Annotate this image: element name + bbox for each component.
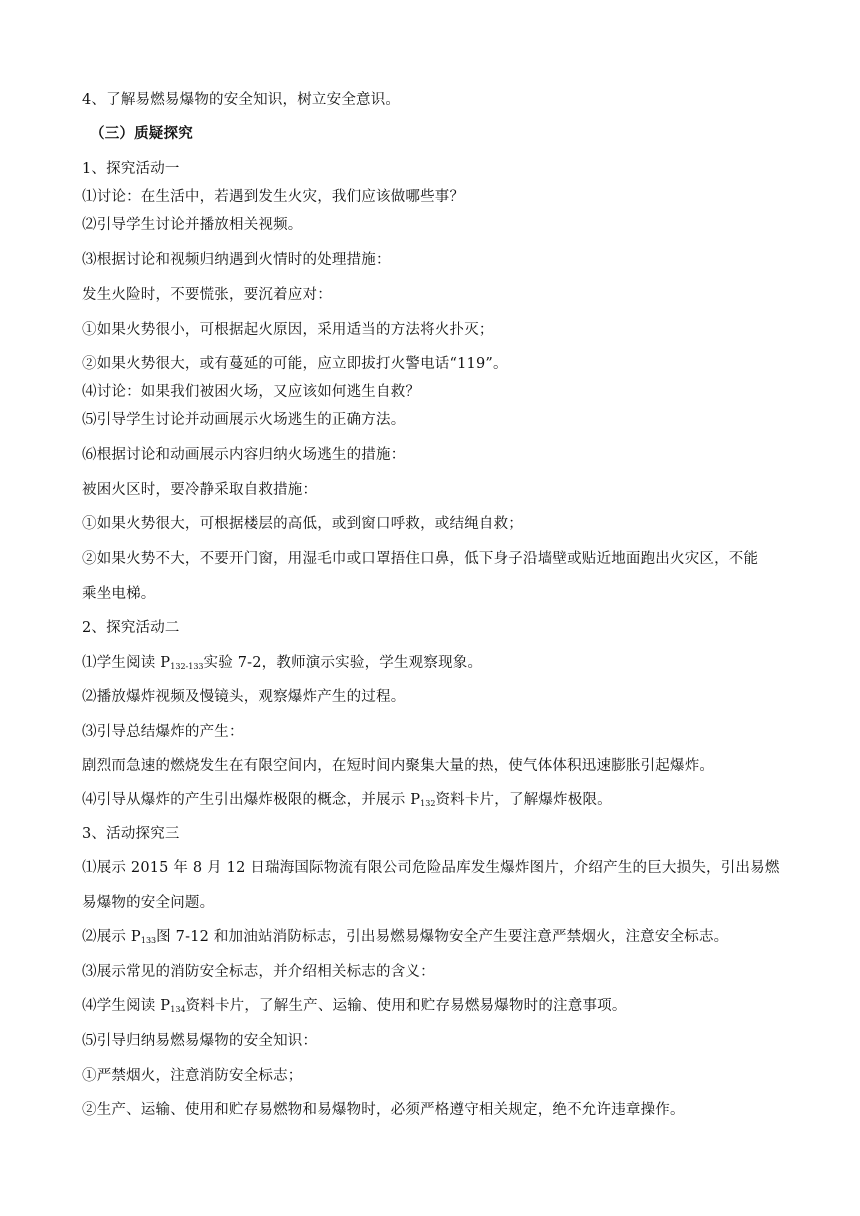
paragraph-line: ①如果火势很小，可根据起火原因，采用适当的方法将火扑灭；: [82, 322, 494, 338]
paragraph-line: ⑸引导学生讨论并动画展示火场逃生的正确方法。: [82, 412, 406, 428]
paragraph-line: 被困火区时，要冷静采取自救措施：: [82, 482, 318, 498]
activity-title: 2、探究活动二: [82, 620, 180, 636]
paragraph-line: ⑴学生阅读 $P_{132-133}$实验 7-2，教师演示实验，学生观察现象。: [82, 655, 483, 671]
paragraph-line: 乘坐电梯。: [82, 586, 156, 602]
paragraph-line: ⑷引导从爆炸的产生引出爆炸极限的概念，并展示 $P_{132}$资料卡片，了解爆炸极限。: [82, 792, 612, 808]
paragraph-line: ⑴讨论：在生活中，若遇到发生火灾，我们应该做哪些事？: [82, 189, 465, 205]
paragraph-line: ⑵展示 $P_{133}$图 7-12 和加油站消防标志，引出易燃易爆物安全产生要注意严禁烟火，注意安全标志。: [82, 929, 729, 945]
page-ref-subscript: 134: [170, 1005, 186, 1014]
paragraph-line: ⑶展示常见的消防安全标志，并介绍相关标志的含义：: [82, 964, 435, 980]
page-ref-subscript: 132: [420, 799, 436, 808]
paragraph-line: ⑶根据讨论和视频归纳遇到火情时的处理措施：: [82, 252, 391, 268]
paragraph-line: ⑵引导学生讨论并播放相关视频。: [82, 217, 303, 233]
paragraph-line: ②如果火势不大，不要开门窗，用湿毛巾或口罩捂住口鼻，低下身子沿墙壁或贴近地面跑出火灾区，不能: [82, 551, 759, 567]
paragraph-line: ⑸引导归纳易燃易爆物的安全知识：: [82, 1033, 318, 1049]
page-ref-subscript: 132-133: [170, 662, 204, 671]
activity-title: 3、活动探究三: [82, 826, 180, 842]
paragraph-line: ⑵播放爆炸视频及慢镜头，观察爆炸产生的过程。: [82, 689, 406, 705]
paragraph-line: ①如果火势很大，可根据楼层的高低，或到窗口呼救，或结绳自救；: [82, 516, 523, 532]
activity-title: 1、探究活动一: [82, 161, 180, 177]
paragraph-line: ②如果火势很大，或有蔓延的可能，应立即拔打火警电话“119”。: [82, 356, 508, 372]
objective-line: 4、了解易燃易爆物的安全知识，树立安全意识。: [82, 92, 401, 108]
paragraph-line: 易爆物的安全问题。: [82, 895, 215, 911]
section-heading: （三）质疑探究: [90, 125, 193, 142]
paragraph-line: ⑷学生阅读 $P_{134}$资料卡片，了解生产、运输、使用和贮存易燃易爆物时的注意事项。: [82, 998, 627, 1014]
paragraph-line: ②生产、运输、使用和贮存易燃物和易爆物时，必须严格遵守相关规定，绝不允许违章操作。: [82, 1102, 685, 1118]
paragraph-line: ⑹根据讨论和动画展示内容归纳火场逃生的措施：: [82, 447, 406, 463]
paragraph-line: ⑴展示 2015 年 8 月 12 日瑞海国际物流有限公司危险品库发生爆炸图片，介绍产生的巨大损失，引出易燃: [82, 860, 780, 876]
paragraph-line: 剧烈而急速的燃烧发生在有限空间内，在短时间内聚集大量的热，使气体体积迅速膨胀引起爆炸。: [82, 758, 715, 774]
paragraph-line: ⑶引导总结爆炸的产生：: [82, 724, 244, 740]
page-ref-subscript: 133: [140, 936, 157, 945]
paragraph-line: ①严禁烟火，注意消防安全标志；: [82, 1068, 303, 1084]
paragraph-line: ⑷讨论：如果我们被困火场，又应该如何逃生自救？: [82, 384, 421, 400]
paragraph-line: 发生火险时，不要慌张，要沉着应对：: [82, 287, 332, 303]
